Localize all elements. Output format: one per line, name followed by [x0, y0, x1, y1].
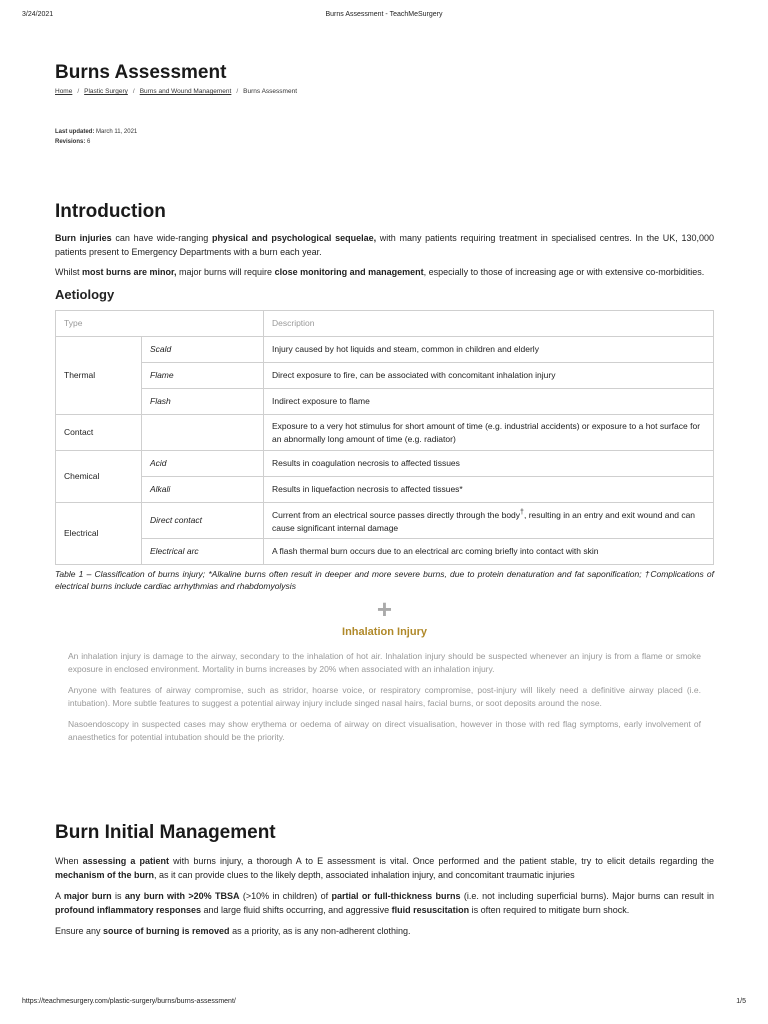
cell-burn-subtype: Flame — [142, 363, 264, 389]
print-url: https://teachmesurgery.com/plastic-surgery/burns/burns-assessment/ — [22, 998, 236, 1005]
breadcrumb-separator: / — [236, 88, 239, 95]
breadcrumb-current: Burns Assessment — [243, 88, 297, 95]
expand-plus-icon[interactable]: + — [376, 594, 393, 624]
table-row — [56, 389, 714, 415]
breadcrumb-plastic-surgery[interactable]: Plastic Surgery — [84, 88, 128, 95]
article-meta — [55, 127, 714, 147]
table-row — [56, 477, 714, 503]
section-heading-burn-initial-management: Burn Initial Management — [55, 822, 276, 843]
column-header-type: Type — [56, 311, 264, 337]
cell-burn-type: Thermal — [56, 337, 142, 415]
cell-burn-type: Contact — [56, 415, 142, 451]
print-header — [22, 11, 746, 23]
table-row — [56, 363, 714, 389]
inhalation-paragraph: An inhalation injury is damage to the airway, secondary to the inhalation of hot air. Inhalation injury should be suspected whenever an injury is from a flame or smoke exposure in enclosed environment. Mortality in burns increases by 20% when associated with an inhalation injury. — [68, 651, 701, 674]
cell-burn-subtype: Alkali — [142, 477, 264, 503]
bold-text: fluid resuscitation — [391, 905, 470, 915]
breadcrumb-separator: / — [132, 88, 135, 95]
bold-text: assessing a patient — [82, 856, 170, 866]
table-row — [56, 337, 714, 363]
bold-text: major burn — [63, 891, 112, 901]
breadcrumb — [55, 88, 714, 95]
revisions-label: Revisions: — [55, 139, 86, 145]
breadcrumb-burns-wound-management[interactable]: Burns and Wound Management — [139, 88, 232, 95]
management-paragraph-3: Ensure any source of burning is removed as a priority, as is any non-adherent clothing. — [55, 926, 411, 936]
table-row — [56, 451, 714, 477]
aetiology-table-body — [56, 337, 714, 565]
table-caption: Table 1 – Classification of burns injury; *Alkaline burns often result in deeper and more severe burns, due to protein denaturation and fat saponification; †Complications of electrical burns include cardiac arrhythmias and rhabdomyolysis — [55, 569, 714, 591]
table-row — [56, 503, 714, 539]
bold-text: physical and psychological sequelae, — [212, 233, 377, 243]
bold-text: partial or full-thickness burns — [331, 891, 461, 901]
bold-text: close monitoring and management — [274, 267, 424, 277]
cell-burn-type: Electrical — [56, 503, 142, 565]
cell-burn-subtype — [142, 415, 264, 451]
inhalation-paragraph: Nasoendoscopy in suspected cases may show erythema or oedema of airway on direct visualisation, however in those with red flag symptoms, early involvement of anaesthetics for potential intubation should be the priority. — [68, 719, 701, 742]
cell-burn-subtype: Scald — [142, 337, 264, 363]
bold-text: source of burning is removed — [103, 926, 230, 936]
cell-description: Indirect exposure to flame — [264, 389, 714, 415]
cell-description: Results in coagulation necrosis to affected tissues — [264, 451, 714, 477]
bold-text: most burns are minor, — [82, 267, 177, 277]
cell-description: Injury caused by hot liquids and steam, common in children and elderly — [264, 337, 714, 363]
bold-text: profound inflammatory responses — [55, 905, 202, 915]
article — [55, 62, 714, 945]
bold-text: any burn with >20% TBSA — [124, 891, 240, 901]
revisions — [55, 137, 714, 147]
last-updated-label: Last updated: — [55, 129, 95, 135]
breadcrumb-home[interactable]: Home — [55, 88, 73, 95]
last-updated — [55, 127, 714, 137]
intro-paragraph-2: Whilst most burns are minor, major burns will require close monitoring and management, especially to those of increasing age or with extensive co-morbidities. — [55, 267, 705, 277]
last-updated-value: March 11, 2021 — [96, 129, 138, 135]
page-title: Burns Assessment — [55, 62, 227, 83]
print-page-count: 1/5 — [736, 998, 746, 1005]
section-heading-aetiology: Aetiology — [55, 287, 115, 302]
bold-text: mechanism of the burn — [55, 870, 155, 880]
aetiology-table — [55, 310, 714, 565]
cell-burn-subtype: Flash — [142, 389, 264, 415]
bold-text: Burn injuries — [55, 233, 112, 243]
section-heading-introduction: Introduction — [55, 201, 166, 222]
column-header-description: Description — [264, 311, 714, 337]
inhalation-injury-panel — [55, 650, 714, 744]
cell-description: A flash thermal burn occurs due to an electrical arc coming briefly into contact with skin — [264, 539, 714, 565]
table-row — [56, 415, 714, 451]
dagger-footnote-marker: † — [520, 508, 524, 517]
cell-description: Exposure to a very hot stimulus for short amount of time (e.g. industrial accidents) or exposure to a hot surface for an abnormally long amount of time (e.g. radiator) — [264, 415, 714, 451]
revisions-value: 6 — [87, 139, 91, 145]
management-paragraph-1: When assessing a patient with burns injury, a thorough A to E assessment is vital. Once performed and the patient stable, try to elicit details regarding the mechanism of the burn, as it can provide clues to the likely depth, associated inhalation injury, and concomitant traumatic injuries — [55, 856, 715, 880]
table-row — [56, 539, 714, 565]
cell-burn-subtype: Acid — [142, 451, 264, 477]
cell-description: Results in liquefaction necrosis to affected tissues* — [264, 477, 714, 503]
print-title: Burns Assessment - TeachMeSurgery — [325, 11, 443, 18]
inhalation-paragraph: Anyone with features of airway compromise, such as stridor, hoarse voice, or respiratory compromise, post-injury will likely need a definitive airway placed (i.e. intubation). More subtle features to suggest a potential airway injury include singed nasal hairs, facial burns, or soot deposits around the nose. — [68, 685, 701, 708]
cell-burn-subtype: Electrical arc — [142, 539, 264, 565]
management-paragraph-2: A major burn is any burn with >20% TBSA (>10% in children) of partial or full-thickness burns (i.e. not including superficial burns). Major burns can result in profound inflammatory responses and large fluid shifts occurring, and aggressive fluid resuscitation is often required to mitigate burn shock. — [55, 891, 714, 915]
breadcrumb-separator: / — [77, 88, 80, 95]
table-header-row — [56, 311, 714, 337]
cell-description: Current from an electrical source passes directly through the body†, resulting in an entry and exit wound and can cause significant internal damage — [264, 503, 714, 539]
cell-description: Direct exposure to fire, can be associated with concomitant inhalation injury — [264, 363, 714, 389]
print-footer — [22, 998, 746, 1010]
intro-paragraph-1: Burn injuries can have wide-ranging physical and psychological sequelae, with many patients requiring treatment in specialised centres. In the UK, 130,000 patients present to Emergency Departments with a burn each year. — [55, 233, 714, 257]
inhalation-injury-toggle[interactable]: Inhalation Injury — [342, 626, 427, 638]
print-date: 3/24/2021 — [22, 11, 54, 18]
cell-burn-subtype: Direct contact — [142, 503, 264, 539]
cell-burn-type: Chemical — [56, 451, 142, 503]
